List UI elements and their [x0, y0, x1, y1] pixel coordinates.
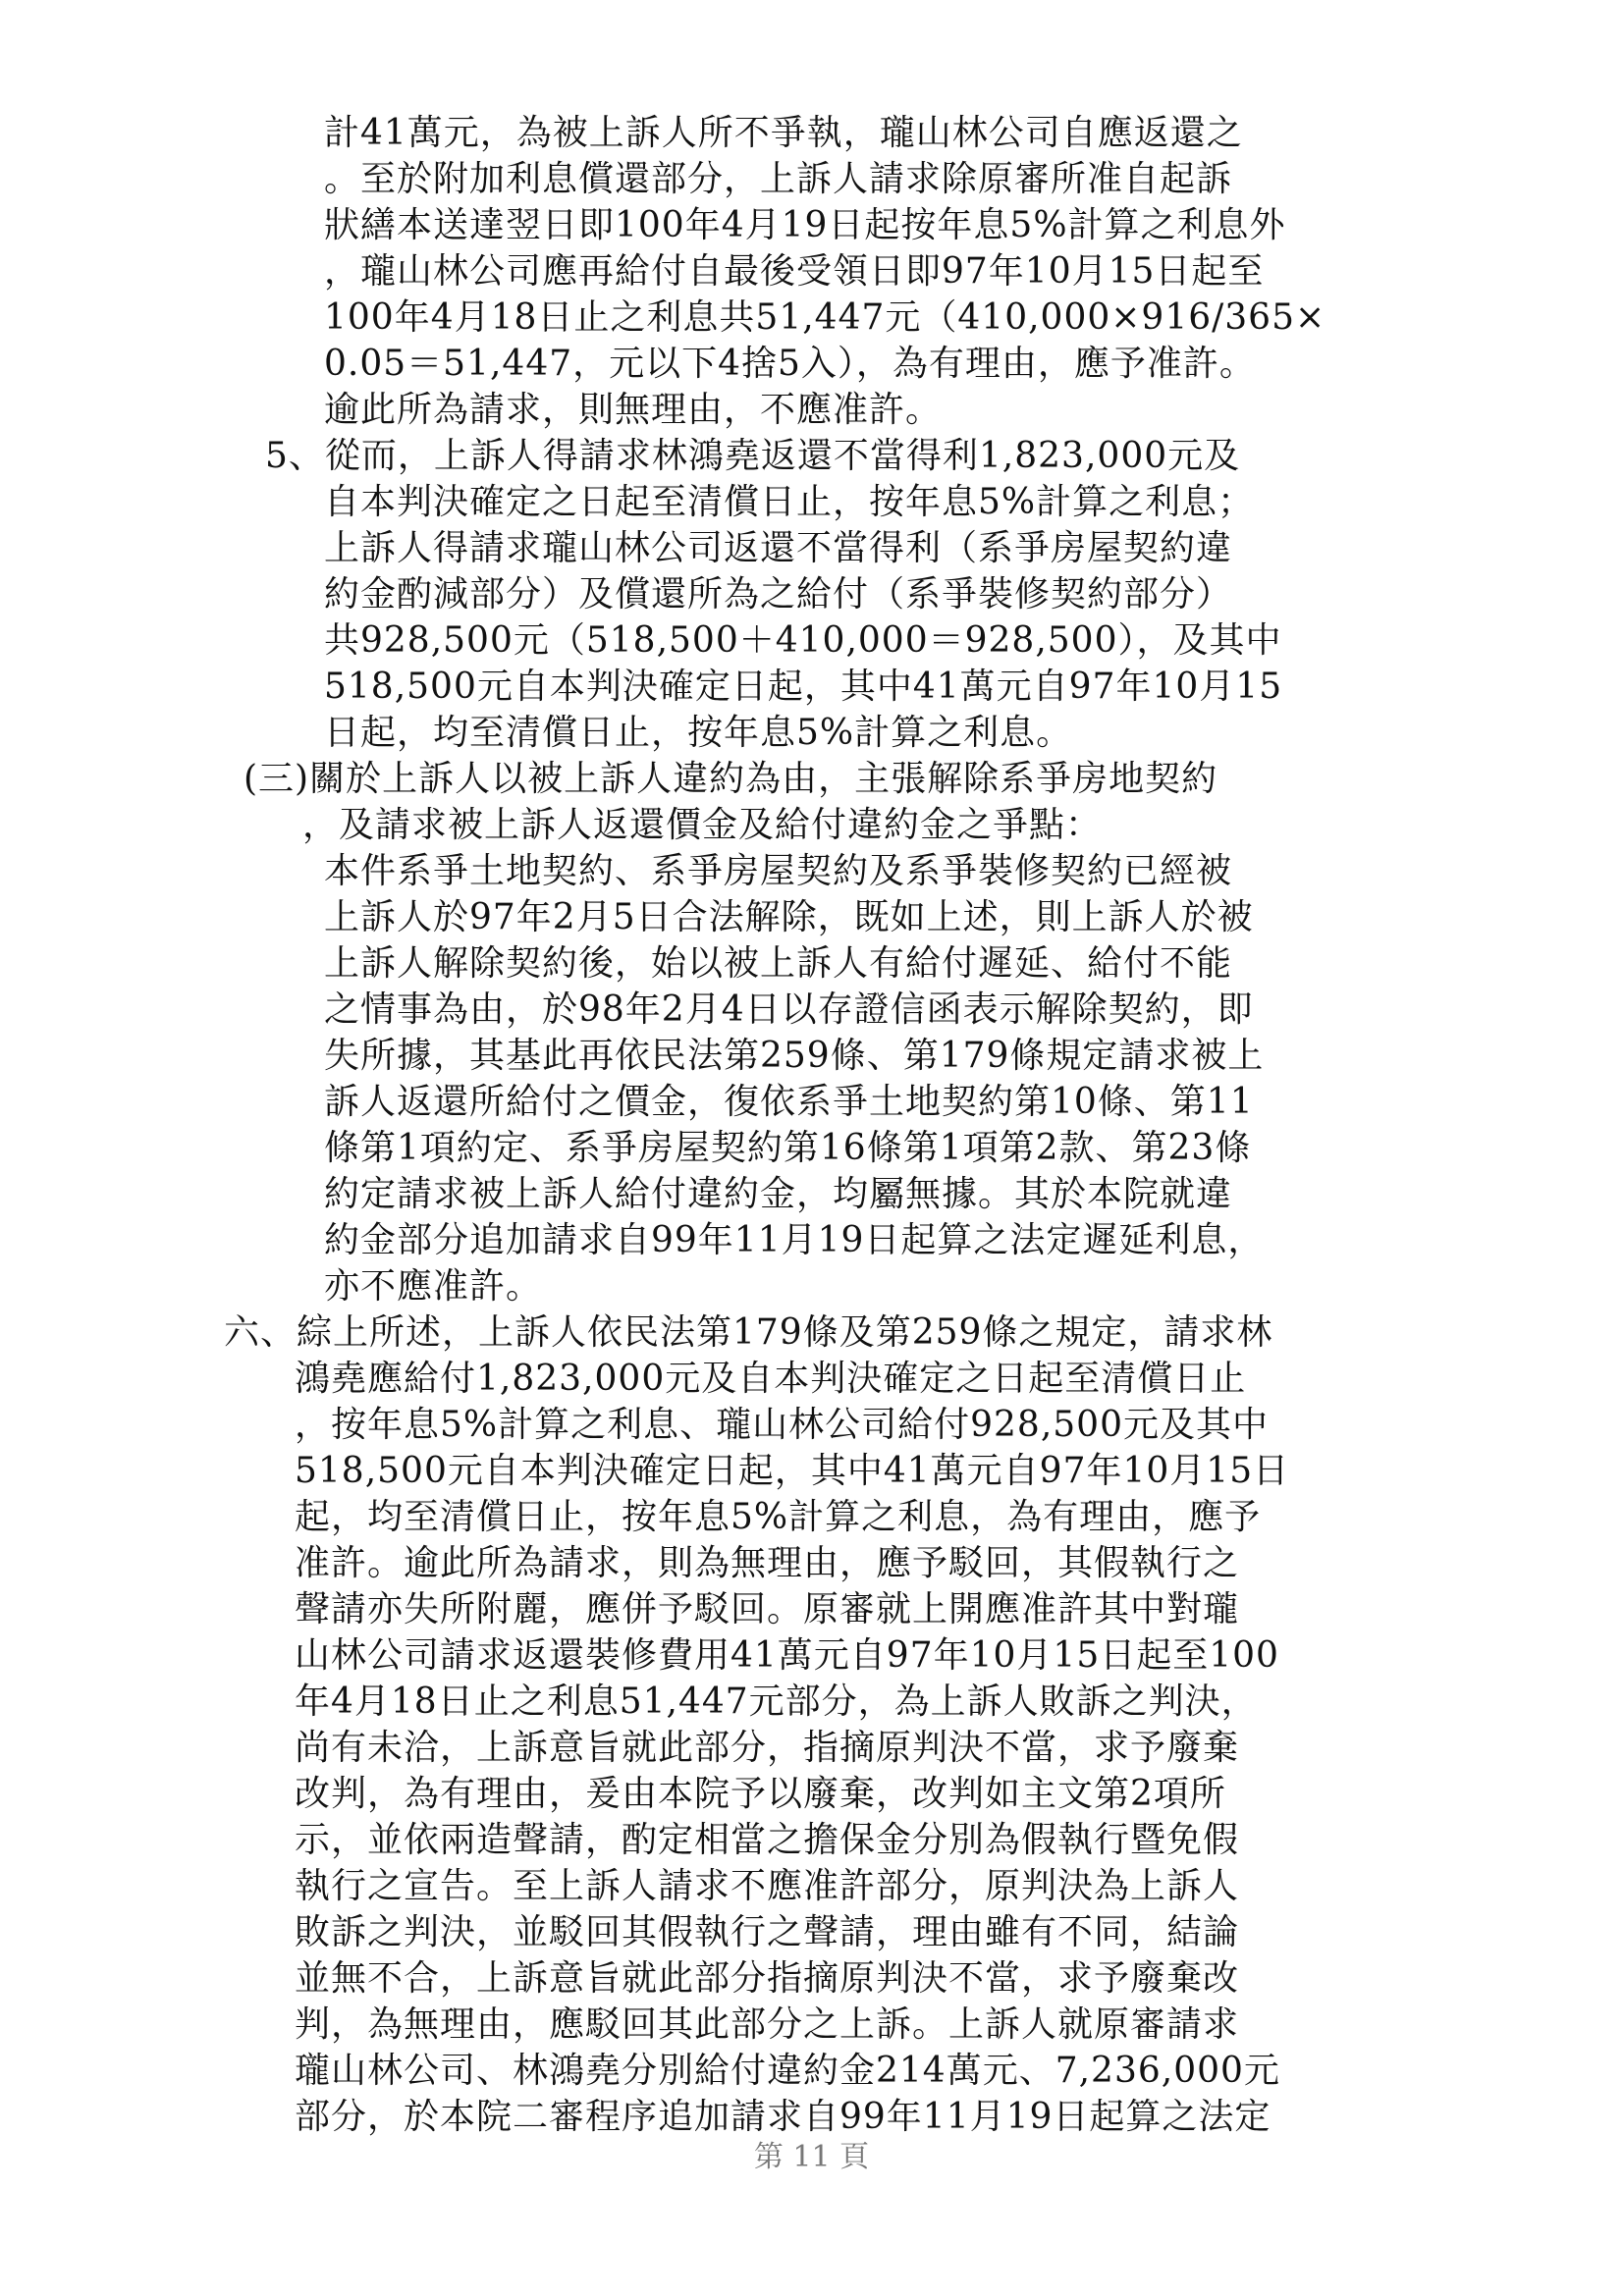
text-line: 自本判決確定之日起至清償日止，按年息5%計算之利息； — [324, 482, 1255, 522]
text-line: 示，並依兩造聲請，酌定相當之擔保金分別為假執行暨免假 — [295, 1820, 1240, 1860]
text-line: 山林公司請求返還裝修費用41萬元自97年10月15日起至100 — [295, 1635, 1279, 1676]
text-line: 約金部分追加請求自99年11月19日起算之法定遲延利息， — [324, 1220, 1265, 1260]
text-line: 共928,500元（518,500＋410,000＝928,500），及其中 — [324, 620, 1282, 661]
text-line: 敗訴之判決，並駁回其假執行之聲請，理由雖有不同，結論 — [295, 1912, 1240, 1952]
text-line: 518,500元自本判決確定日起，其中41萬元自97年10月15日 — [295, 1451, 1290, 1491]
text-line: 518,500元自本判決確定日起，其中41萬元自97年10月15 — [324, 667, 1283, 707]
text-line: 准許。逾此所為請求，則為無理由，應予駁回，其假執行之 — [295, 1543, 1240, 1583]
text-line: 100年4月18日止之利息共51,447元（410,000×916/365× — [324, 297, 1326, 338]
text-line: ，及請求被上訴人返還價金及給付違約金之爭點： — [302, 805, 1103, 845]
text-line: 計41萬元，為被上訴人所不爭執，瓏山林公司自應返還之 — [324, 113, 1243, 153]
text-line: 聲請亦失所附麗，應併予駁回。原審就上開應准許其中對瓏 — [295, 1589, 1240, 1629]
text-line: 狀繕本送達翌日即100年4月19日起按年息5%計算之利息外 — [324, 205, 1286, 245]
text-line: 判，為無理由，應駁回其此部分之上訴。上訴人就原審請求 — [295, 2004, 1240, 2045]
text-line: 改判，為有理由，爰由本院予以廢棄，改判如主文第2項所 — [295, 1774, 1226, 1814]
section-heading-3: (三)關於上訴人以被上訴人違約為由，主張解除系爭房地契約 — [243, 759, 1218, 799]
text-line: ，瓏山林公司應再給付自最後受領日即97年10月15日起至 — [324, 251, 1265, 292]
text-line: 約定請求被上訴人給付違約金，均屬無據。其於本院就違 — [324, 1174, 1233, 1214]
list-item-5: 5、從而，上訴人得請求林鴻堯返還不當得利1,823,000元及 — [265, 436, 1241, 476]
text-line: 並無不合，上訴意旨就此部分指摘原判決不當，求予廢棄改 — [295, 1958, 1240, 1999]
text-line: 亦不應准許。 — [324, 1266, 543, 1307]
text-line: 條第1項約定、系爭房屋契約第16條第1項第2款、第23條 — [324, 1128, 1252, 1168]
text-line: 日起，均至清償日止，按年息5%計算之利息。 — [324, 713, 1073, 753]
text-line: 年4月18日止之利息51,447元部分，為上訴人敗訴之判決， — [295, 1682, 1258, 1722]
text-line: 上訴人於97年2月5日合法解除，既如上述，則上訴人於被 — [324, 897, 1254, 937]
text-line: 約金酌減部分）及償還所為之給付（系爭裝修契約部分） — [324, 574, 1233, 614]
page-number: 第 11 頁 — [753, 2140, 870, 2174]
text-line: 執行之宣告。至上訴人請求不應准許部分，原判決為上訴人 — [295, 1866, 1240, 1906]
text-line: ，按年息5%計算之利息、瓏山林公司給付928,500元及其中 — [295, 1405, 1269, 1445]
text-line: 鴻堯應給付1,823,000元及自本判決確定之日起至清償日止 — [295, 1359, 1247, 1399]
text-line: 失所據，其基此再依民法第259條、第179條規定請求被上 — [324, 1036, 1265, 1076]
text-line: 逾此所為請求，則無理由，不應准許。 — [324, 390, 943, 430]
text-line: 。至於附加利息償還部分，上訴人請求除原審所准自起訴 — [324, 159, 1233, 199]
text-line: 之情事為由，於98年2月4日以存證信函表示解除契約，即 — [324, 989, 1254, 1030]
text-line: 尚有未洽，上訴意旨就此部分，指摘原判決不當，求予廢棄 — [295, 1728, 1240, 1768]
text-line: 本件系爭土地契約、系爭房屋契約及系爭裝修契約已經被 — [324, 851, 1233, 891]
section-heading-6: 六、綜上所述，上訴人依民法第179條及第259條之規定，請求林 — [224, 1312, 1273, 1353]
text-line: 上訴人得請求瓏山林公司返還不當得利（系爭房屋契約違 — [324, 528, 1233, 568]
text-line: 部分，於本院二審程序追加請求自99年11月19日起算之法定 — [295, 2097, 1271, 2137]
text-line: 起，均至清償日止，按年息5%計算之利息，為有理由，應予 — [295, 1497, 1262, 1537]
text-line: 訴人返還所給付之價金，復依系爭土地契約第10條、第11 — [324, 1082, 1254, 1122]
text-line: 0.05＝51,447，元以下4捨5入），為有理由，應予准許。 — [324, 344, 1256, 384]
text-line: 瓏山林公司、林鴻堯分別給付違約金214萬元、7,236,000元 — [295, 2051, 1280, 2091]
text-line: 上訴人解除契約後，始以被上訴人有給付遲延、給付不能 — [324, 943, 1233, 984]
